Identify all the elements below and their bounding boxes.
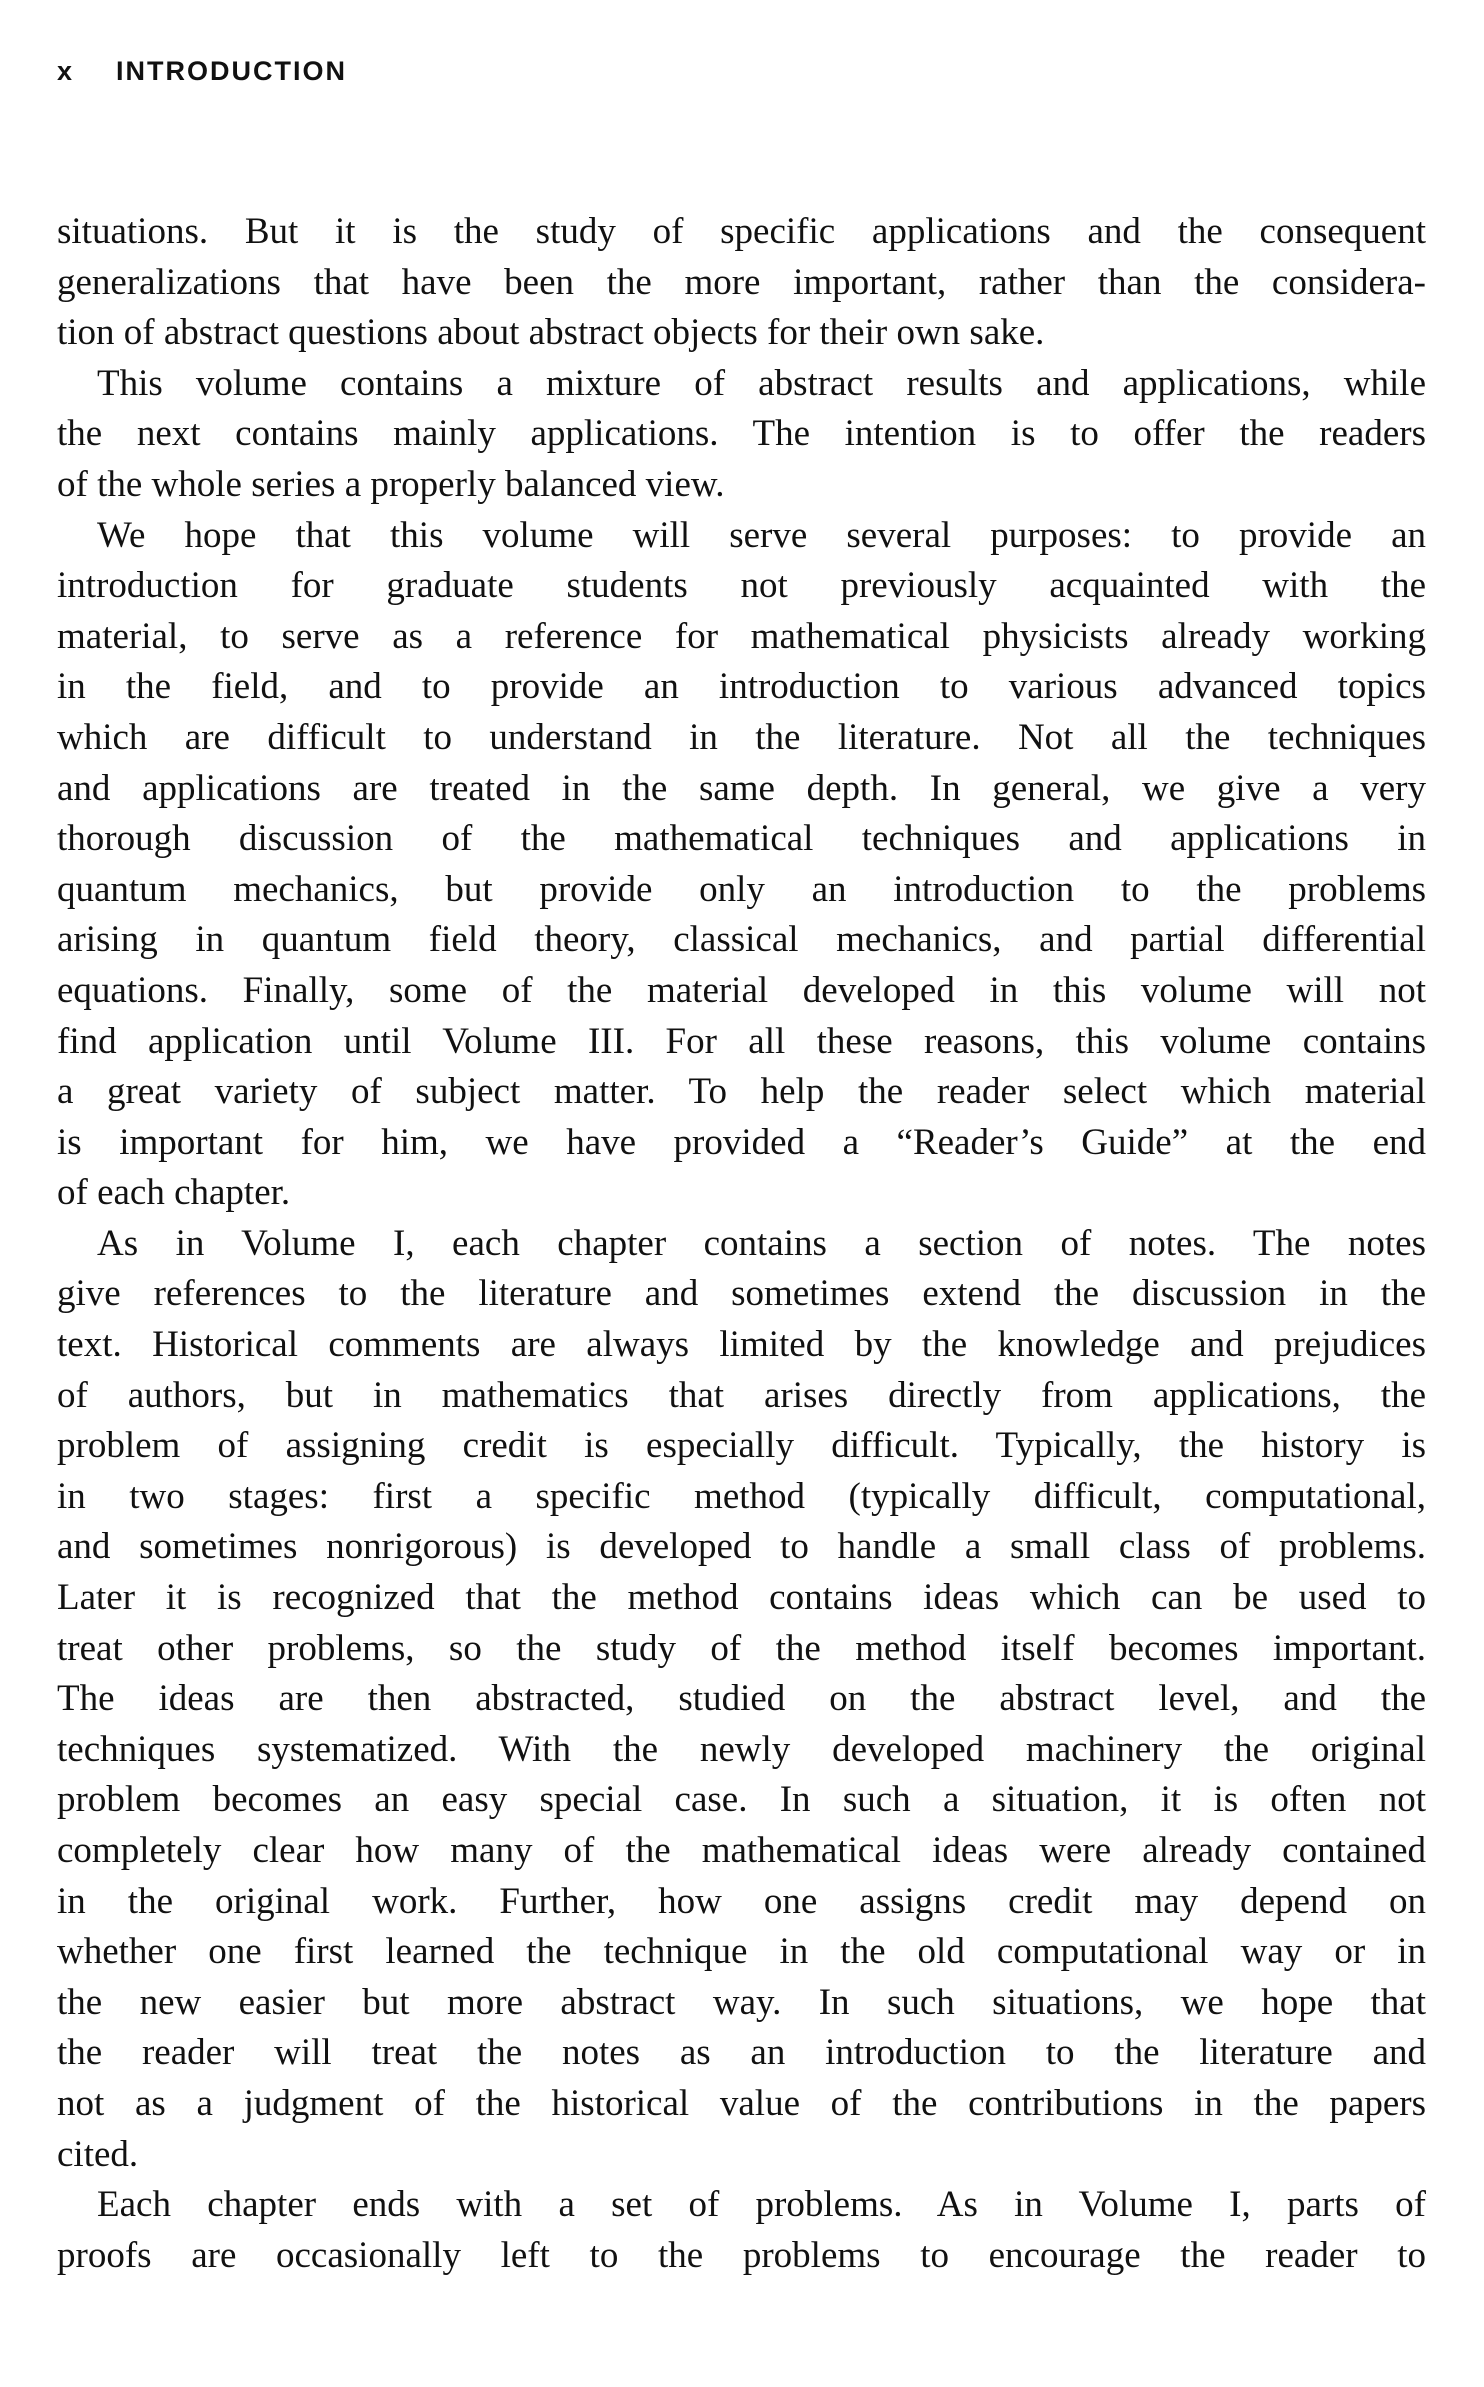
text-line: of authors, but in mathematics that arises directly from applications, the [57, 1374, 1426, 1416]
text-line: cited. [57, 2133, 139, 2175]
text-line: proofs are occasionally left to the problems to encourage the reader to [57, 2234, 1426, 2276]
paragraph [57, 511, 1426, 1219]
text-line: find application until Volume III. For all these reasons, this volume contains [57, 1020, 1426, 1062]
text-line: generalizations that have been the more important, rather than the considera- [57, 261, 1426, 303]
text-line: and sometimes nonrigorous) is developed to handle a small class of problems. [57, 1526, 1426, 1568]
text-line: problem becomes an easy special case. In such a situation, it is often not [57, 1779, 1426, 1821]
text-line: and applications are treated in the same depth. In general, we give a very [57, 767, 1426, 809]
text-line: tion of abstract questions about abstract objects for their own sake. [57, 312, 1045, 354]
text-line: quantum mechanics, but provide only an introduction to the problems [57, 868, 1426, 910]
running-title: INTRODUCTION [116, 56, 348, 86]
text-line: give references to the literature and sometimes extend the discussion in the [57, 1273, 1426, 1315]
text-line: introduction for graduate students not previously acquainted with the [57, 565, 1426, 607]
page-number: x [57, 56, 75, 86]
paragraph [57, 1219, 1426, 2180]
text-line: is important for him, we have provided a “Reader’s Guide” at the end [57, 1121, 1426, 1163]
text-line: which are difficult to understand in the literature. Not all the techniques [57, 716, 1426, 758]
text-line: text. Historical comments are always limited by the knowledge and prejudices [57, 1324, 1426, 1366]
text-line: in the field, and to provide an introduction to various advanced topics [57, 666, 1426, 708]
text-line: The ideas are then abstracted, studied on the abstract level, and the [57, 1678, 1426, 1720]
paragraph [57, 207, 1426, 359]
text-line: completely clear how many of the mathematical ideas were already contained [57, 1830, 1426, 1871]
text-line: the next contains mainly applications. The intention is to offer the readers [57, 413, 1426, 455]
text-line: whether one first learned the technique in the old computational way or in [57, 1931, 1426, 1973]
text-line: techniques systematized. With the newly developed machinery the original [57, 1728, 1426, 1770]
text-line: in two stages: first a specific method (typically difficult, computational, [57, 1475, 1426, 1517]
text-line: arising in quantum field theory, classical mechanics, and partial differential [57, 919, 1426, 961]
text-line: thorough discussion of the mathematical techniques and applications in [57, 818, 1426, 860]
text-line: Later it is recognized that the method contains ideas which can be used to [57, 1577, 1426, 1619]
text-line: material, to serve as a reference for mathematical physicists already working [57, 615, 1426, 657]
text-line: a great variety of subject matter. To help the reader select which material [57, 1071, 1426, 1113]
text-line: the reader will treat the notes as an introduction to the literature and [57, 2032, 1426, 2074]
running-header [57, 56, 347, 87]
text-line: Each chapter ends with a set of problems. As in Volume I, parts of [97, 2184, 1426, 2226]
text-line: equations. Finally, some of the material developed in this volume will not [57, 969, 1426, 1011]
text-line: in the original work. Further, how one assigns credit may depend on [57, 1880, 1426, 1922]
paragraph [57, 359, 1426, 511]
text-line: treat other problems, so the study of the method itself becomes important. [57, 1627, 1426, 1669]
text-line: the new easier but more abstract way. In such situations, we hope that [57, 1981, 1426, 2023]
text-line: not as a judgment of the historical value of the contributions in the papers [57, 2082, 1426, 2124]
text-line: situations. But it is the study of specific applications and the consequent [57, 211, 1426, 252]
text-line: of each chapter. [57, 1172, 291, 1214]
text-line: This volume contains a mixture of abstract results and applications, while [97, 362, 1426, 404]
text-line: problem of assigning credit is especially difficult. Typically, the history is [57, 1425, 1426, 1467]
text-line: of the whole series a properly balanced view. [57, 463, 725, 505]
text-line: As in Volume I, each chapter contains a section of notes. The notes [97, 1222, 1426, 1264]
body-text [57, 207, 1426, 2281]
text-line: We hope that this volume will serve several purposes: to provide an [97, 514, 1426, 556]
paragraph [57, 2180, 1426, 2281]
